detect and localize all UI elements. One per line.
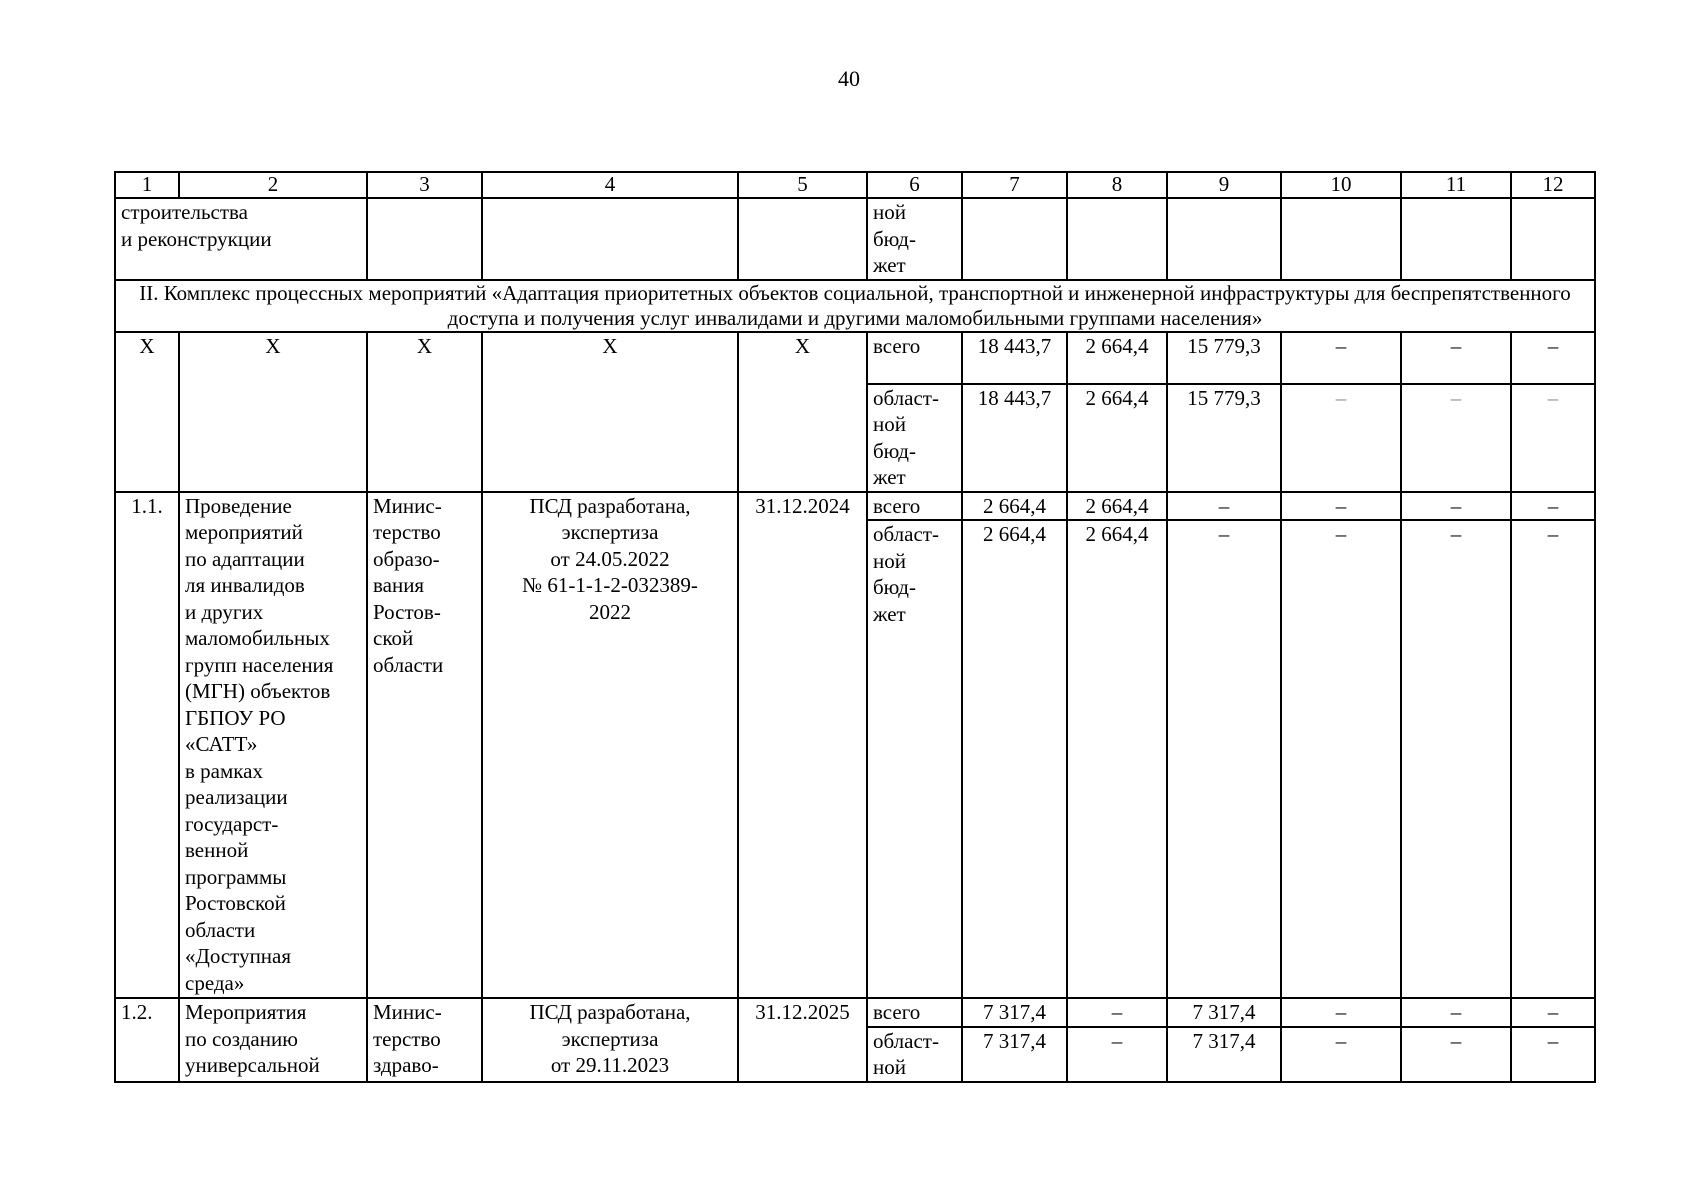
amount-cell: – bbox=[1281, 384, 1401, 492]
column-number: 6 bbox=[867, 172, 962, 198]
amount-cell: 2 664,4 bbox=[1067, 520, 1167, 998]
funding-source-label: област- ной bbox=[867, 1027, 962, 1082]
row-number: 1.2. bbox=[115, 998, 179, 1082]
column-number: 7 bbox=[962, 172, 1067, 198]
column-number: 5 bbox=[738, 172, 867, 198]
table-row bbox=[115, 998, 1595, 1027]
column-number: 2 bbox=[179, 172, 367, 198]
amount-cell: – bbox=[1067, 1027, 1167, 1082]
amount-cell: 7 317,4 bbox=[1167, 1027, 1281, 1082]
funding-source-label: всего bbox=[867, 332, 962, 384]
amount-cell: – bbox=[1067, 998, 1167, 1027]
result: ПСД разработана, экспертиза от 29.11.2023 bbox=[482, 998, 738, 1082]
x-mark: Х bbox=[367, 332, 482, 492]
x-mark: Х bbox=[482, 332, 738, 492]
x-mark: Х bbox=[738, 332, 867, 492]
amount-cell: 2 664,4 bbox=[962, 492, 1067, 521]
executor: Минис- терство образо- вания Ростов- ской области bbox=[367, 492, 482, 999]
column-number: 8 bbox=[1067, 172, 1167, 198]
column-number: 10 bbox=[1281, 172, 1401, 198]
amount-cell: 2 664,4 bbox=[962, 520, 1067, 998]
funding-source-label: област- ной бюд- жет bbox=[867, 384, 962, 492]
funding-source-label: област- ной бюд- жет bbox=[867, 520, 962, 998]
column-number-row bbox=[115, 172, 1595, 198]
row-number: 1.1. bbox=[115, 492, 179, 999]
x-mark: Х bbox=[179, 332, 367, 492]
continued-source: ной бюд- жет bbox=[867, 198, 962, 280]
amount-cell: 2 664,4 bbox=[1067, 492, 1167, 521]
amount-cell: – bbox=[1401, 1027, 1511, 1082]
amount-cell: – bbox=[1401, 384, 1511, 492]
amount-cell: – bbox=[1167, 492, 1281, 521]
column-number: 3 bbox=[367, 172, 482, 198]
amount-cell: 2 664,4 bbox=[1067, 332, 1167, 384]
amount-cell: 7 317,4 bbox=[1167, 998, 1281, 1027]
funding-source-label: всего bbox=[867, 998, 962, 1027]
amount-cell: 18 443,7 bbox=[962, 332, 1067, 384]
column-number: 11 bbox=[1401, 172, 1511, 198]
amount-cell: – bbox=[1167, 520, 1281, 998]
result: ПСД разработана, экспертиза от 24.05.2022 № 61-1-1-2-032389- 2022 bbox=[482, 492, 738, 999]
amount-cell: 2 664,4 bbox=[1067, 384, 1167, 492]
continued-name: строительства и реконструкции bbox=[115, 198, 367, 280]
amount-cell: 15 779,3 bbox=[1167, 332, 1281, 384]
measure-name: Проведение мероприятий по адаптации ля инвалидов и других маломобильных групп населения (МГН) объектов ГБПОУ РО «САТТ» в рамках реализации государст- венной программы Ростовской области «Доступная среда» bbox=[179, 492, 367, 999]
section-title: II. Комплекс процессных мероприятий «Адаптация приоритетных объектов социальной, транспортной и инженерной инфраструктуры для беспрепятственного доступа и получения услуг инвалидами и другими маломобильными группами населения» bbox=[115, 280, 1595, 332]
amount-cell: – bbox=[1281, 1027, 1401, 1082]
executor: Минис- терство здраво- bbox=[367, 998, 482, 1082]
amount-cell: 15 779,3 bbox=[1167, 384, 1281, 492]
table-row bbox=[115, 492, 1595, 521]
amount-cell: – bbox=[1511, 1027, 1595, 1082]
amount-cell: 7 317,4 bbox=[962, 1027, 1067, 1082]
amount-cell: 18 443,7 bbox=[962, 384, 1067, 492]
deadline-date: 31.12.2025 bbox=[738, 998, 867, 1082]
total-row-vsego bbox=[115, 332, 1595, 384]
amount-cell: – bbox=[1511, 520, 1595, 998]
deadline-date: 31.12.2024 bbox=[738, 492, 867, 999]
amount-cell: – bbox=[1511, 492, 1595, 521]
column-number: 9 bbox=[1167, 172, 1281, 198]
amount-cell: – bbox=[1511, 332, 1595, 384]
amount-cell: – bbox=[1401, 492, 1511, 521]
amount-cell: – bbox=[1281, 492, 1401, 521]
page-number: 40 bbox=[838, 66, 860, 91]
amount-cell: – bbox=[1511, 998, 1595, 1027]
budget-table bbox=[114, 171, 1596, 1083]
amount-cell: – bbox=[1401, 998, 1511, 1027]
column-number: 1 bbox=[115, 172, 179, 198]
x-mark: Х bbox=[115, 332, 179, 492]
amount-cell: – bbox=[1281, 332, 1401, 384]
amount-cell: 7 317,4 bbox=[962, 998, 1067, 1027]
column-number: 4 bbox=[482, 172, 738, 198]
amount-cell: – bbox=[1401, 520, 1511, 998]
amount-cell: – bbox=[1281, 520, 1401, 998]
section-title-row bbox=[115, 280, 1595, 332]
column-number: 12 bbox=[1511, 172, 1595, 198]
amount-cell: – bbox=[1511, 384, 1595, 492]
amount-cell: – bbox=[1281, 998, 1401, 1027]
funding-source-label: всего bbox=[867, 492, 962, 521]
continued-row bbox=[115, 198, 1595, 280]
measure-name: Мероприятия по созданию универсальной bbox=[179, 998, 367, 1082]
amount-cell: – bbox=[1401, 332, 1511, 384]
